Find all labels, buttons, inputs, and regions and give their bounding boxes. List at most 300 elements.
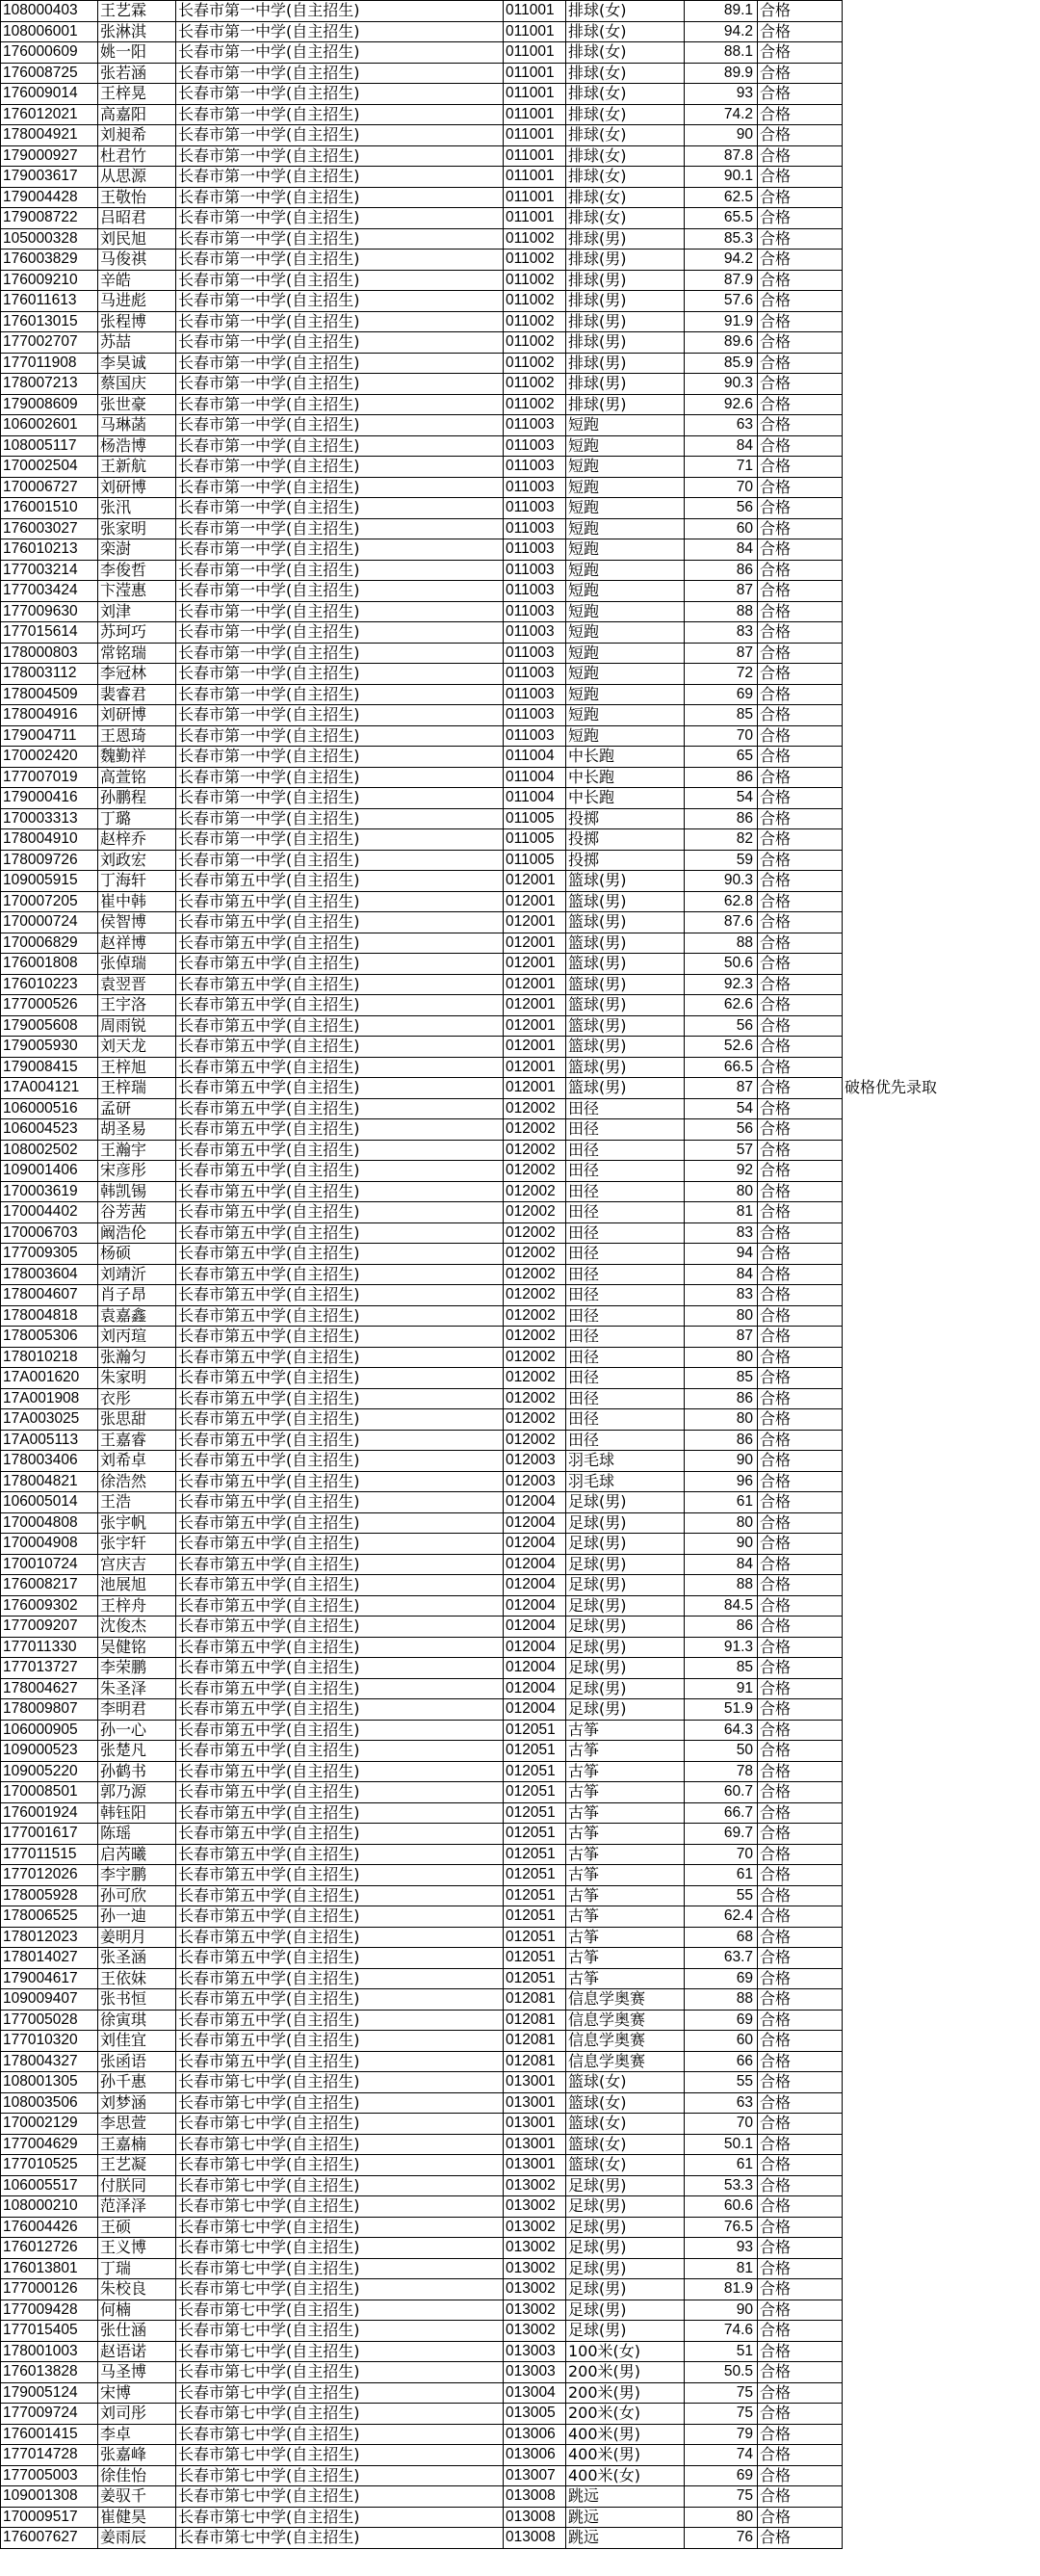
exam-id-cell: 177000126 xyxy=(1,2279,98,2300)
student-name-cell: 刘民旭 xyxy=(98,228,176,250)
result-cell: 合格 xyxy=(758,1368,843,1389)
note-cell xyxy=(843,1057,1040,1078)
result-cell: 合格 xyxy=(758,912,843,933)
result-cell: 合格 xyxy=(758,1617,843,1638)
result-cell: 合格 xyxy=(758,457,843,478)
program-code-cell: 012001 xyxy=(504,1078,566,1099)
program-code-cell: 012002 xyxy=(504,1098,566,1119)
exam-id-cell: 177005028 xyxy=(1,2010,98,2031)
program-name-cell: 古筝 xyxy=(566,1927,685,1948)
school-cell: 长春市第一中学(自主招生) xyxy=(176,539,504,561)
student-name-cell: 侯智博 xyxy=(98,912,176,933)
table-row xyxy=(1,1658,1040,1679)
result-cell: 合格 xyxy=(758,1989,843,2011)
school-cell: 长春市第五中学(自主招生) xyxy=(176,1244,504,1265)
exam-id-cell: 170010724 xyxy=(1,1554,98,1575)
program-code-cell: 012004 xyxy=(504,1492,566,1513)
program-name-cell: 短跑 xyxy=(566,581,685,602)
program-code-cell: 012081 xyxy=(504,2031,566,2052)
school-cell: 长春市第五中学(自主招生) xyxy=(176,1037,504,1058)
note-cell: 破格优先录取 xyxy=(843,1078,1040,1099)
table-row xyxy=(1,2114,1040,2135)
school-cell: 长春市第一中学(自主招生) xyxy=(176,1,504,22)
exam-id-cell: 170002129 xyxy=(1,2114,98,2135)
student-name-cell: 李俊哲 xyxy=(98,560,176,581)
program-code-cell: 011005 xyxy=(504,808,566,829)
table-row xyxy=(1,2465,1040,2486)
note-cell xyxy=(843,1906,1040,1928)
note-cell xyxy=(843,1430,1040,1451)
school-cell: 长春市第五中学(自主招生) xyxy=(176,1844,504,1865)
program-code-cell: 011001 xyxy=(504,145,566,167)
exam-id-cell: 176001808 xyxy=(1,954,98,975)
result-cell: 合格 xyxy=(758,1327,843,1348)
exam-id-cell: 108001305 xyxy=(1,2072,98,2093)
result-cell: 合格 xyxy=(758,2486,843,2508)
score-cell: 75 xyxy=(685,2382,758,2404)
exam-id-cell: 178005306 xyxy=(1,1327,98,1348)
table-row xyxy=(1,1202,1040,1223)
exam-id-cell: 177003214 xyxy=(1,560,98,581)
student-name-cell: 王瀚宇 xyxy=(98,1140,176,1161)
program-name-cell: 短跑 xyxy=(566,560,685,581)
score-cell: 56 xyxy=(685,1015,758,1037)
result-cell: 合格 xyxy=(758,539,843,561)
program-name-cell: 短跑 xyxy=(566,725,685,747)
result-cell: 合格 xyxy=(758,1430,843,1451)
program-name-cell: 篮球(男) xyxy=(566,1057,685,1078)
program-code-cell: 012004 xyxy=(504,1637,566,1658)
school-cell: 长春市第五中学(自主招生) xyxy=(176,1782,504,1803)
program-name-cell: 田径 xyxy=(566,1368,685,1389)
note-cell xyxy=(843,767,1040,788)
table-row xyxy=(1,1244,1040,1265)
exam-id-cell: 178009807 xyxy=(1,1699,98,1721)
school-cell: 长春市第七中学(自主招生) xyxy=(176,2507,504,2528)
school-cell: 长春市第一中学(自主招生) xyxy=(176,63,504,84)
result-cell: 合格 xyxy=(758,1906,843,1928)
program-code-cell: 012002 xyxy=(504,1222,566,1244)
school-cell: 长春市第七中学(自主招生) xyxy=(176,2300,504,2321)
program-name-cell: 排球(女) xyxy=(566,63,685,84)
table-row xyxy=(1,1305,1040,1327)
program-name-cell: 200米(男) xyxy=(566,2382,685,2404)
score-cell: 90.3 xyxy=(685,374,758,395)
student-name-cell: 张瀚匀 xyxy=(98,1347,176,1368)
program-code-cell: 011001 xyxy=(504,1,566,22)
program-name-cell: 田径 xyxy=(566,1222,685,1244)
school-cell: 长春市第七中学(自主招生) xyxy=(176,2424,504,2445)
note-cell xyxy=(843,643,1040,664)
school-cell: 长春市第五中学(自主招生) xyxy=(176,1575,504,1596)
school-cell: 长春市第五中学(自主招生) xyxy=(176,1098,504,1119)
student-name-cell: 张世豪 xyxy=(98,394,176,415)
school-cell: 长春市第五中学(自主招生) xyxy=(176,1181,504,1202)
student-name-cell: 马圣博 xyxy=(98,2362,176,2383)
score-cell: 54 xyxy=(685,1098,758,1119)
note-cell xyxy=(843,374,1040,395)
school-cell: 长春市第一中学(自主招生) xyxy=(176,145,504,167)
exam-id-cell: 178003604 xyxy=(1,1264,98,1285)
result-cell: 合格 xyxy=(758,601,843,622)
exam-id-cell: 106004523 xyxy=(1,1119,98,1141)
student-name-cell: 蔡国庆 xyxy=(98,374,176,395)
exam-id-cell: 177000526 xyxy=(1,995,98,1016)
table-row xyxy=(1,1534,1040,1555)
table-row xyxy=(1,42,1040,64)
exam-id-cell: 106000905 xyxy=(1,1720,98,1741)
student-name-cell: 苏喆 xyxy=(98,332,176,354)
program-name-cell: 田径 xyxy=(566,1202,685,1223)
student-name-cell: 孙千惠 xyxy=(98,2072,176,2093)
school-cell: 长春市第五中学(自主招生) xyxy=(176,1057,504,1078)
note-cell xyxy=(843,1409,1040,1431)
program-code-cell: 013002 xyxy=(504,2258,566,2279)
student-name-cell: 王梓瑞 xyxy=(98,1078,176,1099)
program-code-cell: 011003 xyxy=(504,725,566,747)
note-cell xyxy=(843,1658,1040,1679)
note-cell xyxy=(843,63,1040,84)
result-cell: 合格 xyxy=(758,2445,843,2466)
table-body xyxy=(1,1,1040,2549)
score-cell: 90 xyxy=(685,2300,758,2321)
student-name-cell: 陈瑶 xyxy=(98,1824,176,1845)
program-code-cell: 011003 xyxy=(504,684,566,705)
student-name-cell: 赵祥博 xyxy=(98,933,176,954)
note-cell xyxy=(843,1595,1040,1617)
school-cell: 长春市第五中学(自主招生) xyxy=(176,1534,504,1555)
note-cell xyxy=(843,1202,1040,1223)
school-cell: 长春市第一中学(自主招生) xyxy=(176,684,504,705)
table-row xyxy=(1,228,1040,250)
exam-id-cell: 108000210 xyxy=(1,2196,98,2218)
student-name-cell: 张思甜 xyxy=(98,1409,176,1431)
result-cell: 合格 xyxy=(758,125,843,146)
score-cell: 86 xyxy=(685,1388,758,1409)
table-row xyxy=(1,622,1040,644)
note-cell xyxy=(843,2404,1040,2425)
school-cell: 长春市第五中学(自主招生) xyxy=(176,1305,504,1327)
program-name-cell: 排球(女) xyxy=(566,187,685,208)
table-row xyxy=(1,1492,1040,1513)
note-cell xyxy=(843,1368,1040,1389)
score-cell: 87 xyxy=(685,1327,758,1348)
table-row xyxy=(1,415,1040,436)
table-row xyxy=(1,2404,1040,2425)
exam-id-cell: 109001406 xyxy=(1,1161,98,1182)
program-code-cell: 012051 xyxy=(504,1761,566,1782)
exam-id-cell: 176008725 xyxy=(1,63,98,84)
note-cell xyxy=(843,1305,1040,1327)
table-row xyxy=(1,1782,1040,1803)
score-cell: 81 xyxy=(685,1202,758,1223)
table-row xyxy=(1,705,1040,726)
exam-id-cell: 108000403 xyxy=(1,1,98,22)
result-cell: 合格 xyxy=(758,332,843,354)
school-cell: 长春市第一中学(自主招生) xyxy=(176,228,504,250)
student-name-cell: 刘昶希 xyxy=(98,125,176,146)
score-cell: 70 xyxy=(685,725,758,747)
program-name-cell: 足球(男) xyxy=(566,1658,685,1679)
exam-id-cell: 176013015 xyxy=(1,311,98,332)
program-code-cell: 013002 xyxy=(504,2175,566,2196)
program-code-cell: 011001 xyxy=(504,125,566,146)
student-name-cell: 高嘉阳 xyxy=(98,104,176,125)
result-cell: 合格 xyxy=(758,2465,843,2486)
student-name-cell: 衣彤 xyxy=(98,1388,176,1409)
note-cell xyxy=(843,684,1040,705)
program-code-cell: 012002 xyxy=(504,1264,566,1285)
student-name-cell: 马俊祺 xyxy=(98,250,176,271)
result-cell: 合格 xyxy=(758,725,843,747)
score-cell: 64.3 xyxy=(685,1720,758,1741)
exam-id-cell: 176010223 xyxy=(1,974,98,995)
school-cell: 长春市第五中学(自主招生) xyxy=(176,1761,504,1782)
score-cell: 65.5 xyxy=(685,208,758,229)
exam-id-cell: 178004921 xyxy=(1,125,98,146)
program-name-cell: 古筝 xyxy=(566,1844,685,1865)
program-code-cell: 012001 xyxy=(504,1057,566,1078)
note-cell xyxy=(843,2217,1040,2238)
table-row xyxy=(1,1119,1040,1141)
program-name-cell: 信息学奥赛 xyxy=(566,2031,685,2052)
program-code-cell: 012001 xyxy=(504,871,566,892)
program-code-cell: 012051 xyxy=(504,1885,566,1906)
note-cell xyxy=(843,457,1040,478)
school-cell: 长春市第一中学(自主招生) xyxy=(176,850,504,871)
table-row xyxy=(1,1824,1040,1845)
exam-id-cell: 177009305 xyxy=(1,1244,98,1265)
program-code-cell: 012002 xyxy=(504,1347,566,1368)
program-name-cell: 排球(女) xyxy=(566,125,685,146)
result-cell: 合格 xyxy=(758,829,843,851)
school-cell: 长春市第一中学(自主招生) xyxy=(176,643,504,664)
result-cell: 合格 xyxy=(758,435,843,457)
result-cell: 合格 xyxy=(758,1161,843,1182)
table-row xyxy=(1,1554,1040,1575)
result-cell: 合格 xyxy=(758,311,843,332)
exam-id-cell: 17A005113 xyxy=(1,1430,98,1451)
table-row xyxy=(1,270,1040,291)
exam-id-cell: 109005220 xyxy=(1,1761,98,1782)
exam-id-cell: 177015614 xyxy=(1,622,98,644)
program-code-cell: 011003 xyxy=(504,457,566,478)
note-cell xyxy=(843,1015,1040,1037)
exam-id-cell: 176012726 xyxy=(1,2238,98,2259)
student-name-cell: 李宇鹏 xyxy=(98,1865,176,1886)
program-code-cell: 012051 xyxy=(504,1906,566,1928)
program-code-cell: 011004 xyxy=(504,747,566,768)
score-cell: 80 xyxy=(685,1181,758,1202)
program-name-cell: 篮球(女) xyxy=(566,2155,685,2176)
student-name-cell: 张楚凡 xyxy=(98,1741,176,1762)
exam-id-cell: 176004426 xyxy=(1,2217,98,2238)
exam-id-cell: 177003424 xyxy=(1,581,98,602)
student-name-cell: 王宇洛 xyxy=(98,995,176,1016)
result-cell: 合格 xyxy=(758,1844,843,1865)
program-name-cell: 足球(男) xyxy=(566,1512,685,1534)
program-name-cell: 羽毛球 xyxy=(566,1471,685,1492)
result-cell: 合格 xyxy=(758,1948,843,1969)
school-cell: 长春市第一中学(自主招生) xyxy=(176,167,504,188)
table-row xyxy=(1,332,1040,354)
table-row xyxy=(1,145,1040,167)
student-name-cell: 朱家明 xyxy=(98,1368,176,1389)
note-cell xyxy=(843,125,1040,146)
score-cell: 61 xyxy=(685,1492,758,1513)
table-row xyxy=(1,912,1040,933)
result-cell: 合格 xyxy=(758,2362,843,2383)
school-cell: 长春市第五中学(自主招生) xyxy=(176,1720,504,1741)
student-name-cell: 张圣涵 xyxy=(98,1948,176,1969)
score-cell: 69 xyxy=(685,2465,758,2486)
program-code-cell: 013003 xyxy=(504,2341,566,2362)
program-name-cell: 短跑 xyxy=(566,664,685,685)
student-name-cell: 李冠林 xyxy=(98,664,176,685)
table-row xyxy=(1,1741,1040,1762)
program-name-cell: 古筝 xyxy=(566,1968,685,1989)
program-name-cell: 足球(男) xyxy=(566,2196,685,2218)
program-code-cell: 012004 xyxy=(504,1554,566,1575)
score-cell: 80 xyxy=(685,2507,758,2528)
result-cell: 合格 xyxy=(758,374,843,395)
program-name-cell: 羽毛球 xyxy=(566,1451,685,1472)
program-code-cell: 011001 xyxy=(504,84,566,105)
school-cell: 长春市第七中学(自主招生) xyxy=(176,2092,504,2114)
exam-id-cell: 108003506 xyxy=(1,2092,98,2114)
program-code-cell: 012002 xyxy=(504,1388,566,1409)
note-cell xyxy=(843,1741,1040,1762)
exam-id-cell: 170000724 xyxy=(1,912,98,933)
exam-id-cell: 178004607 xyxy=(1,1285,98,1306)
program-code-cell: 012001 xyxy=(504,1037,566,1058)
table-row xyxy=(1,435,1040,457)
program-code-cell: 013002 xyxy=(504,2196,566,2218)
program-code-cell: 012051 xyxy=(504,1948,566,1969)
program-name-cell: 跳远 xyxy=(566,2507,685,2528)
table-row xyxy=(1,684,1040,705)
table-row xyxy=(1,291,1040,312)
table-row xyxy=(1,2175,1040,2196)
school-cell: 长春市第五中学(自主招生) xyxy=(176,1968,504,1989)
school-cell: 长春市第五中学(自主招生) xyxy=(176,974,504,995)
result-cell: 合格 xyxy=(758,1305,843,1327)
student-name-cell: 王梓旭 xyxy=(98,1057,176,1078)
exam-id-cell: 17A003025 xyxy=(1,1409,98,1431)
result-cell: 合格 xyxy=(758,2217,843,2238)
exam-id-cell: 177010525 xyxy=(1,2155,98,2176)
table-row xyxy=(1,2134,1040,2155)
program-code-cell: 012004 xyxy=(504,1658,566,1679)
school-cell: 长春市第五中学(自主招生) xyxy=(176,1741,504,1762)
school-cell: 长春市第五中学(自主招生) xyxy=(176,2051,504,2072)
score-cell: 60.6 xyxy=(685,2196,758,2218)
result-cell: 合格 xyxy=(758,2404,843,2425)
table-row xyxy=(1,1057,1040,1078)
program-name-cell: 排球(男) xyxy=(566,291,685,312)
score-cell: 86 xyxy=(685,1617,758,1638)
score-cell: 94.2 xyxy=(685,21,758,42)
score-cell: 72 xyxy=(685,664,758,685)
exam-id-cell: 178004916 xyxy=(1,705,98,726)
exam-id-cell: 177014728 xyxy=(1,2445,98,2466)
table-row xyxy=(1,2258,1040,2279)
school-cell: 长春市第一中学(自主招生) xyxy=(176,601,504,622)
program-code-cell: 011003 xyxy=(504,622,566,644)
exam-id-cell: 177009724 xyxy=(1,2404,98,2425)
program-name-cell: 古筝 xyxy=(566,1761,685,1782)
table-row xyxy=(1,2362,1040,2383)
program-name-cell: 信息学奥赛 xyxy=(566,1989,685,2011)
result-cell: 合格 xyxy=(758,2092,843,2114)
program-name-cell: 排球(女) xyxy=(566,104,685,125)
program-code-cell: 011003 xyxy=(504,601,566,622)
table-row xyxy=(1,788,1040,809)
student-name-cell: 沈俊杰 xyxy=(98,1617,176,1638)
student-name-cell: 张函语 xyxy=(98,2051,176,2072)
table-row xyxy=(1,1637,1040,1658)
program-code-cell: 012002 xyxy=(504,1140,566,1161)
result-cell: 合格 xyxy=(758,1202,843,1223)
note-cell xyxy=(843,2238,1040,2259)
result-cell: 合格 xyxy=(758,1865,843,1886)
table-row xyxy=(1,1699,1040,1721)
program-name-cell: 足球(男) xyxy=(566,2217,685,2238)
score-cell: 91.9 xyxy=(685,311,758,332)
program-name-cell: 排球(男) xyxy=(566,374,685,395)
table-row xyxy=(1,974,1040,995)
school-cell: 长春市第七中学(自主招生) xyxy=(176,2217,504,2238)
student-name-cell: 栾澍 xyxy=(98,539,176,561)
exam-id-cell: 179005930 xyxy=(1,1037,98,1058)
exam-id-cell: 177001617 xyxy=(1,1824,98,1845)
program-name-cell: 田径 xyxy=(566,1305,685,1327)
result-cell: 合格 xyxy=(758,1140,843,1161)
school-cell: 长春市第五中学(自主招生) xyxy=(176,1119,504,1141)
note-cell xyxy=(843,1222,1040,1244)
score-cell: 82 xyxy=(685,829,758,851)
score-cell: 63 xyxy=(685,415,758,436)
program-code-cell: 013002 xyxy=(504,2279,566,2300)
program-name-cell: 足球(男) xyxy=(566,1492,685,1513)
result-cell: 合格 xyxy=(758,1409,843,1431)
result-cell: 合格 xyxy=(758,891,843,912)
program-name-cell: 400米(男) xyxy=(566,2424,685,2445)
table-row xyxy=(1,208,1040,229)
table-row xyxy=(1,84,1040,105)
school-cell: 长春市第一中学(自主招生) xyxy=(176,477,504,498)
note-cell xyxy=(843,2114,1040,2135)
note-cell xyxy=(843,829,1040,851)
student-name-cell: 丁璐 xyxy=(98,808,176,829)
table-row xyxy=(1,2092,1040,2114)
program-code-cell: 012004 xyxy=(504,1617,566,1638)
note-cell xyxy=(843,270,1040,291)
program-name-cell: 田径 xyxy=(566,1264,685,1285)
program-name-cell: 排球(男) xyxy=(566,394,685,415)
program-name-cell: 排球(女) xyxy=(566,167,685,188)
note-cell xyxy=(843,1534,1040,1555)
exam-id-cell: 179004617 xyxy=(1,1968,98,1989)
note-cell xyxy=(843,84,1040,105)
school-cell: 长春市第五中学(自主招生) xyxy=(176,1906,504,1928)
school-cell: 长春市第五中学(自主招生) xyxy=(176,1078,504,1099)
table-row xyxy=(1,2051,1040,2072)
note-cell xyxy=(843,1285,1040,1306)
student-name-cell: 宋彦彤 xyxy=(98,1161,176,1182)
program-name-cell: 古筝 xyxy=(566,1782,685,1803)
exam-id-cell: 178004509 xyxy=(1,684,98,705)
